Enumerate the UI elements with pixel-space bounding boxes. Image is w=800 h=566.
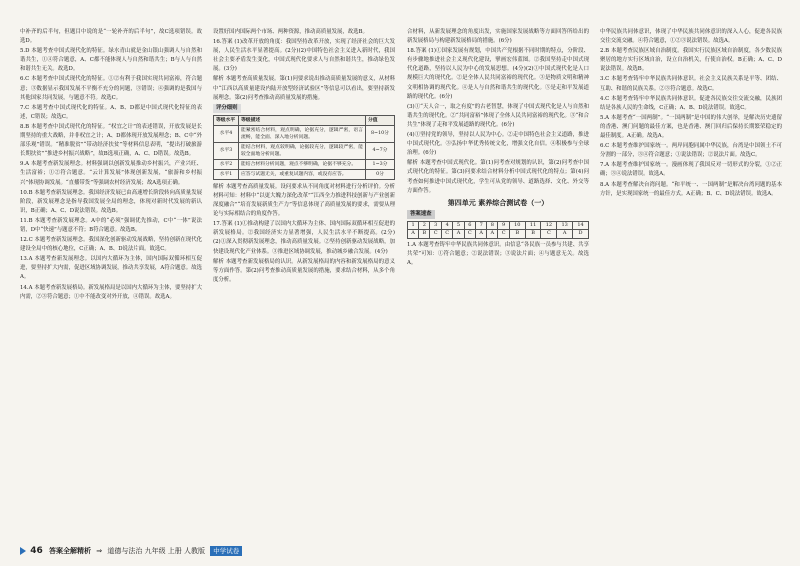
rubric-row bbox=[214, 142, 395, 159]
answer-key-number: 13 bbox=[557, 221, 573, 230]
answer-paragraph: 6.C 本题考查中国式现代化的特征。①②有利于我国实现共同富裕，符合题意；③数据显示我国发展不平衡不充分的问题，③错误；④强调的是我国与其他国家共同发展，与题意不符。故选C。 bbox=[20, 76, 202, 101]
answer-paragraph: 6.C 本题考查维护国家统一。两岸同胞同属中华民族，台湾是中国领土不可分割的一部分，③④符合题意；①说法错误；②说法片面。故选C。 bbox=[600, 143, 782, 159]
rubric-table bbox=[213, 115, 395, 180]
answer-key-number: 10 bbox=[509, 221, 525, 230]
answer-key-answer: B bbox=[525, 230, 541, 239]
answer-paragraph: 5.D 本题考查中国式现代化的特征。绿水青山就是金山银山强调人与自然和谐共生，①④符合题意，A、C都不能体现人与自然和谐共生；B与人与自然和谐共生无关。故选D。 bbox=[20, 48, 202, 73]
rubric-level: 水平4 bbox=[214, 125, 239, 142]
answer-paragraph: 解析 本题考查高质量发展。设问要求从不同角度对材料进行分析评价。分析材料可知：材料中“以更大魄力深化改革”“江西全力推进科技创新与产业创新深度融合”“培育发展新质生产力”等信息体现了高质量发展的要求，需要从理论与实际相结合的角度作答。 bbox=[213, 183, 395, 218]
answer-paragraph: 中补齐的后半句，但题目中说的是“一轮补齐的后半句”，故C选项错误。故选D。 bbox=[20, 29, 202, 45]
footer-tag: 中学试卷 bbox=[210, 546, 242, 556]
answer-key bbox=[407, 210, 589, 239]
rubric-row bbox=[214, 125, 395, 142]
answer-paragraph: 8.B 本题考查中国式现代化的特征。“权宜之计”的表述错误，开放发展是长期坚持的重大战略，并非权宜之计；A、D都体现开放发展理念；B、C中“外部乐观”错误。“精准脱贫”“带动经济扶贫”等材料信息表明，“提出打破旅游长期扶贫”“推进乡村振兴战略”，故B选项正确，A、C、D错误。故选B。 bbox=[20, 123, 202, 158]
answer-paragraph: 中华民族共同体意识，体现了中华民族共同体意识的深入人心，促进各民族交往交流交融。④符合题意，①②③说法错误。故选A。 bbox=[600, 29, 782, 45]
answer-paragraph: 14.A 本题考查新发展格局。新发展格局是以国内大循环为主体，要坚持扩大内需，②③符合题意；①中不能改变对外开放，④错误。故选A。 bbox=[20, 284, 202, 300]
rubric-level: 水平2 bbox=[214, 159, 239, 169]
rubric-title: 评分细则 bbox=[213, 104, 241, 113]
answer-paragraph: 2.B 本题考查民族区域自治制度。我国实行民族区域自治制度，各少数民族聚居的地方实行区域自治，设立自治机关，行使自治权。B正确；A、C、D说法错误。故选B。 bbox=[600, 48, 782, 73]
answer-key-number: 2 bbox=[419, 221, 430, 230]
rubric-level: 水平1 bbox=[214, 169, 239, 179]
answer-paragraph: 设置好国内国际两个市场、两种资源，推动高质量发展，故选B。 bbox=[213, 29, 368, 35]
answer-key-number: 9 bbox=[498, 221, 510, 230]
answer-paragraph: (4)①坚持党的领导，坚持以人民为中心。②走中国特色社会主义道路，推进中国式现代化。③弘扬中华优秀传统文化，增强文化自信。④积极参与全球治理。(6分) bbox=[407, 132, 589, 157]
answer-paragraph: 17.答案 (1)①推动构建了以国内大循环为主体、国内国际双循环相互促进的新发展格局。②我国经济实力显著增强，人民生活水平不断提高。(2分)(2)①深入贯彻新发展理念，推动高质量发展。②坚持创新驱动发展战略，加快建设现代化产业体系。③推进区域协调发展，推动城乡融合发展。(4分) bbox=[213, 221, 395, 255]
rubric-level: 水平3 bbox=[214, 142, 239, 159]
rubric-header: 等级水平 bbox=[214, 115, 239, 125]
answer-paragraph: 合材料，从新发展理念的角度出发，实施国家发展战略等方面回答所给出的新发展格局与构建新发展格局的措施。(6分) bbox=[407, 29, 589, 45]
answer-key-number: 12 bbox=[541, 221, 557, 230]
answer-key-number: 7 bbox=[476, 221, 487, 230]
answer-paragraph: 13.A 本题考查新发展理念。以国内大循环为主体，国内国际双循环相互促进，要坚持扩大内需，促进区域协调发展，推动共享发展，A符合题意。故选A。 bbox=[20, 256, 202, 281]
answer-key-answer: A bbox=[557, 230, 573, 239]
rubric-score: 1~3分 bbox=[366, 159, 395, 169]
rubric-score: 0分 bbox=[366, 169, 395, 179]
answer-key-answer: A bbox=[476, 230, 487, 239]
answer-key-number: 6 bbox=[464, 221, 476, 230]
answer-paragraph: 18.答案 (1)①国家发展有规划，中国共产党根据不同时期的特点，分阶段、有步骤地推进社会主义现代化建设，擘画宏伟蓝图。②我国坚持走中国式现代化道路，坚持以人民为中心的发展思想。(4分)(2)①中国式现代化是人口规模巨大的现代化。②是全体人民共同富裕的现代化。③是物质文明和精神文明相协调的现代化。④是人与自然和谐共生的现代化。⑤是走和平发展道路的现代化。(6分) bbox=[407, 48, 589, 100]
rubric-score: 4~7分 bbox=[366, 142, 395, 159]
answer-key-number: 5 bbox=[453, 221, 464, 230]
answer-key-number: 1 bbox=[408, 221, 419, 230]
answer-paragraph: 8.A 本题考查解决台湾问题。“和平统一、一国两制”是解决台湾问题的基本方针，是实现国家统一的最佳方式。A正确；B、C、D说法错误。故选A。 bbox=[600, 181, 782, 197]
column-1 bbox=[20, 28, 202, 538]
answer-key-answer: D bbox=[573, 230, 589, 239]
answer-key-number: 14 bbox=[573, 221, 589, 230]
answer-paragraph: 11.B 本题考查新发展理念。A中的“必须”强调优先推动，C中“一体”说法错，D中“快速”与题意不符；B符合题意。故选B。 bbox=[20, 217, 202, 233]
answer-paragraph: 7.A 本题考查维护国家统一。漫画体现了我国反对一切形式的分裂，①②正确；③④说法错误。故选A。 bbox=[600, 162, 782, 178]
answer-key-answer: B bbox=[509, 230, 525, 239]
answer-paragraph: 9.A 本题考查新发展理念。材料强调以创新发展推动乡村振兴，产业兴旺、生活富裕；①②符合题意。“云计算发展”体现创新发展，“旅游和乡村振兴”体现协调发展。“直播带货”等强调农村经济发展；故A选项正确。 bbox=[20, 161, 202, 186]
answer-key-answer: A bbox=[487, 230, 498, 239]
rubric-row bbox=[214, 159, 395, 169]
rubric-desc: 能结合材料，观点较明确，论据较充分，逻辑较严密，能较全面地分析问题。 bbox=[239, 142, 366, 159]
answer-paragraph: 1.A 本题考查铸牢中华民族共同体意识。由信息“各民族一员参与共建、共享共荣”可知：①符合题意；②说法错误；③说法片面；④与题意无关。故选A。 bbox=[407, 241, 589, 267]
rubric-desc: 能紧密结合材料，观点明确，论据充分，逻辑严密，语言流畅，能全面、深入地分析问题。 bbox=[239, 125, 366, 142]
answer-key-answer: B bbox=[419, 230, 430, 239]
page-footer: 46 答案全解精析 ⇒ 道德与法治 九年级 上册 人教版 中学试卷 bbox=[20, 544, 780, 558]
rubric-row bbox=[214, 169, 395, 179]
footer-title: 答案全解精析 bbox=[49, 547, 91, 555]
answer-key-answer: C bbox=[541, 230, 557, 239]
unit-heading: 第四单元 素养综合测试卷（一） bbox=[447, 198, 549, 207]
column-4 bbox=[600, 28, 782, 538]
answer-paragraph: 解析 本题考查中国式现代化。第(1)问考查对规划的认识，第(2)问考查中国式现代化的特征。第(3)问要求结合材料分析中国式现代化的特点；第(4)问考查如何推进中国式现代化，学生可从党的领导、道路选择、文化、外交等方面作答。 bbox=[407, 160, 589, 194]
answer-paragraph: 解析 本题考查新发展格局的认识。从新发展格局的内容和新发展格局的意义等方面作答。第(2)问考查推动高质量发展的措施，要求结合材料，从多个角度分析。 bbox=[213, 258, 395, 283]
answer-key-number: 8 bbox=[487, 221, 498, 230]
answer-key-answer: A bbox=[408, 230, 419, 239]
answer-key-answer: C bbox=[498, 230, 510, 239]
answer-key-answer: C bbox=[464, 230, 476, 239]
rubric-header: 等级描述 bbox=[239, 115, 366, 125]
column-3 bbox=[407, 28, 589, 538]
rubric-desc: 应答与试题无关，或重复试题内容，或没有应答。 bbox=[239, 169, 366, 179]
answer-paragraph: 16.答案 (1)改革开放的角度：我国坚持改革开放，实现了经济社会的巨大发展，人民生活水平显著提高。(2分)(2)中国特色社会主义进入新时代，我国社会主要矛盾发生变化，中国式现代化要求人与自然和谐共生，推动绿色发展。(3分) bbox=[213, 39, 395, 73]
answer-paragraph: 4.C 本题考查铸牢中华民族共同体意识。促进各民族交往交流交融，民族团结是各族人民的生命线，C正确；A、B、D说法错误。故选C。 bbox=[600, 95, 782, 111]
triangle-icon bbox=[20, 547, 26, 555]
rubric-score: 8~10分 bbox=[366, 125, 395, 142]
answer-paragraph: 5.A 本题考查“一国两制”。“一国两制”是中国的伟大创举，是解决历史遗留的香港、澳门问题的最佳方案，也是香港、澳门回归后保持长期繁荣稳定的最佳制度。A正确。故选A。 bbox=[600, 114, 782, 140]
rubric-desc: 能结合材料分析问题，观点不够明确，论据不够充分。 bbox=[239, 159, 366, 169]
answer-paragraph: 解析 本题考查高质量发展。第(1)问要求说出推动高质量发展的意义，从材料中“江西以高质量建设内陆开放型经济试验区”等信息可以看出，要坚持新发展理念。第(2)问考查推动高质量发展的措施。 bbox=[213, 76, 395, 101]
answer-paragraph: 12.C 本题考查新发展理念。我国深化创新驱动发展战略，坚持创新在现代化建设全局中的核心地位，C正确；A、B、D说法片面。故选C。 bbox=[20, 237, 202, 253]
page-number: 46 bbox=[30, 546, 43, 556]
column-2 bbox=[213, 28, 395, 538]
rubric-header: 分值 bbox=[366, 115, 395, 125]
answer-paragraph: 3.C 本题考查铸牢中华民族共同体意识。社会主义民族关系是平等、团结、互助、和谐的民族关系。②③符合题意。故选C。 bbox=[600, 76, 782, 92]
footer-subject: 道德与法治 九年级 上册 人教版 bbox=[107, 547, 206, 555]
answer-paragraph: 10.B 本题考查新发展理念。我国经济发展已由高速增长阶段转向高质量发展阶段，新发展理念是指导我国发展全局的理念，体现对新时代发展的新认识，B正确；A、C、D说法错误。故选B。 bbox=[20, 189, 202, 214]
answer-key-number: 11 bbox=[525, 221, 541, 230]
answer-key-number: 4 bbox=[441, 221, 453, 230]
answer-key-number: 3 bbox=[430, 221, 442, 230]
answer-paragraph: (3)①“天人合一，取之有度”的古老智慧，体现了中国式现代化是人与自然和谐共生的现代化。②“共同富裕”体现了全体人民共同富裕的现代化。③“和合共生”体现了走和平发展道路的现代化。(6分) bbox=[407, 103, 589, 128]
answer-paragraph: 7.C 本题考查中国式现代化的特征。A、B、D都是中国式现代化特征的表述，C错误；故选C。 bbox=[20, 104, 202, 120]
answer-key-answer: A bbox=[453, 230, 464, 239]
answer-key-answer: C bbox=[430, 230, 442, 239]
answer-key-answer: C bbox=[441, 230, 453, 239]
answer-key-label: 答案速查 bbox=[407, 210, 435, 219]
